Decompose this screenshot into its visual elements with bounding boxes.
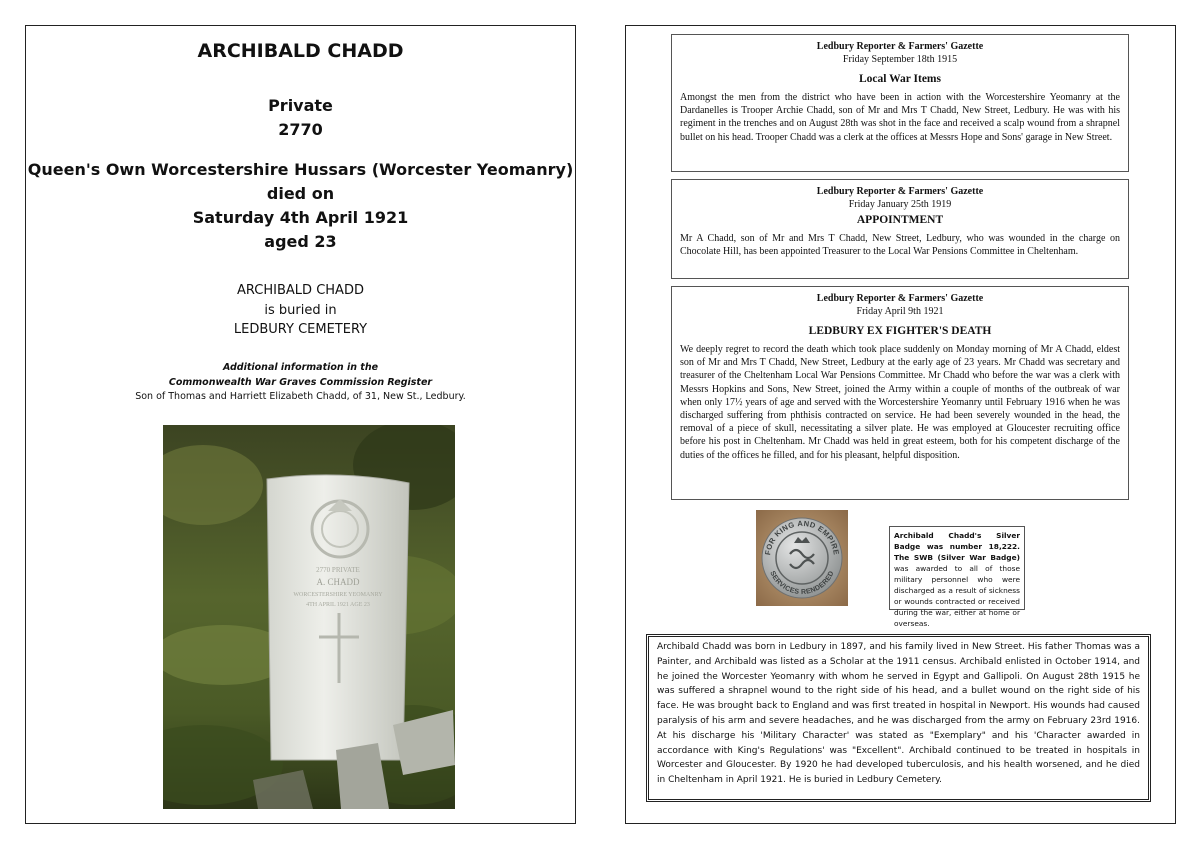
article-body: Mr A Chadd, son of Mr and Mrs T Chadd, New Street, Ledbury, who was wounded in the charge on Chocolate Hill, has been appointed Treasurer to the Local War Pensions Committee in Cheltenham. xyxy=(680,233,1120,258)
headstone-line-3: WORCESTERSHIRE YEOMANRY xyxy=(293,592,383,598)
badge-caption-rest: was awarded to all of those military personnel who were discharged as a result of sickness or wounds contracted or received during the war, either at home or overseas. xyxy=(894,564,1020,628)
article-publication: Ledbury Reporter & Farmers' Gazette xyxy=(816,186,984,197)
headstone-line-2: A. CHADD xyxy=(316,577,360,587)
cwgc-info xyxy=(26,361,575,405)
died-label: died on xyxy=(266,184,335,203)
news-article xyxy=(671,286,1129,500)
article-date: Friday September 18th 1915 xyxy=(842,54,958,65)
buried-name: ARCHIBALD CHADD xyxy=(237,283,364,298)
article-date: Friday January 25th 1919 xyxy=(848,199,952,210)
article-headline: APPOINTMENT xyxy=(856,214,944,226)
article-date: Friday April 9th 1921 xyxy=(856,306,944,317)
cwgc-detail: Son of Thomas and Harriett Elizabeth Chadd, of 31, New St., Ledbury. xyxy=(135,391,466,402)
headstone-line-1: 2770 PRIVATE xyxy=(316,566,360,574)
buried-label: is buried in xyxy=(264,302,337,318)
headstone-line-4: 4TH APRIL 1921 AGE 23 xyxy=(306,602,370,608)
badge-text-top: FOR KING AND EMPIRE xyxy=(763,518,841,556)
article-body: Amongst the men from the district who have been in action with the Worcestershire Yeomanry at the Dardanelles is Trooper Archie Chadd, son of Mr and Mrs T Chadd, New Street, Ledbury. He was with his regiment in the trenches and on August 28th was shot in the face and received a scalp wound from a shrapnel bullet on his head. Trooper Chadd was a clerk at the offices at Messrs Hope and Sons' garage in New Street. xyxy=(680,92,1120,143)
article-headline: LEDBURY EX FIGHTER'S DEATH xyxy=(808,325,992,337)
article-publication: Ledbury Reporter & Farmers' Gazette xyxy=(816,293,984,304)
article-publication: Ledbury Reporter & Farmers' Gazette xyxy=(816,41,984,52)
news-article xyxy=(671,179,1129,279)
cemetery-name: LEDBURY CEMETERY xyxy=(233,322,368,337)
soldier-name: ARCHIBALD CHADD xyxy=(197,40,404,62)
rank: Private xyxy=(268,96,333,115)
article-headline: Local War Items xyxy=(859,73,941,85)
right-page xyxy=(625,25,1176,824)
regiment: Queen's Own Worcestershire Hussars (Worcester Yeomanry) xyxy=(27,160,574,179)
death-block xyxy=(26,158,575,254)
biography-box xyxy=(646,634,1151,802)
biography-text: Archibald Chadd was born in Ledbury in 1897, and his family lived in New Street. His father Thomas was a Painter, and Archibald was listed as a Scholar at the 1911 census. Archibald enlisted in October 1914, and he joined the Worcester Yeomanry with whom he served in Egypt and Gallipoli. On August 28th 1915 he was suffered a shrapnel wound to the right side of his head, and a bullet wound on the right side of his face. He was brought back to England and was first treated in hospital in Newport. His wounds had caused paralysis of his arm and severe headaches, and he was discharged from the army on February 23rd 1916. At his discharge his 'Military Character' was stated as "Exemplary" and his 'Character awarded in accordance with King's Regulations' was "Excellent". Archibald continued to be treated in hospitals in Worcester and Gloucester. By 1920 he had developed tuberculosis, and his health worsened, and he died in Cheltenham in April 1921. He is buried in Ledbury Cemetery. xyxy=(657,642,1140,786)
age: aged 23 xyxy=(264,232,337,251)
silver-war-badge-photo xyxy=(756,510,848,606)
badge-caption xyxy=(889,526,1025,628)
death-date: Saturday 4th April 1921 xyxy=(192,208,409,227)
news-article xyxy=(671,34,1129,172)
cwgc-heading-2: Commonwealth War Graves Commission Register xyxy=(168,376,433,388)
service-number: 2770 xyxy=(278,120,323,139)
rank-block xyxy=(26,94,575,142)
burial-block xyxy=(26,281,575,340)
cwgc-heading-1: Additional information in the xyxy=(222,362,379,373)
left-page xyxy=(25,25,576,824)
headstone-photo xyxy=(163,425,455,809)
article-body: We deeply regret to record the death which took place suddenly on Monday morning of Mr A Chadd, eldest son of Mr and Mrs T Chadd, New Street, Ledbury at the early age of 23 years. Mr Chadd was secretary and treasurer of the Cheltenham Local War Pensions Committee. Mr Chadd who before the war was a clerk with Messrs Hopkins and Sons, New Street, joined the Army within a couple of months of the outbreak of war when only 17½ years of age and served with the Worcestershire Yeomanry until February 1916 when he was discharged suffering from phthisis contracted on service. He had been severely wounded in the head, the removal of a piece of skull, necessitating a silver plate. He was employed at Gloucester recruiting office before his post in Cheltenham. Mr Chadd was held in great esteem, both for his competent discharge of the duties of the offices he filled, and for his pleasant, helpful disposition. xyxy=(680,344,1120,461)
badge-caption-bold: Archibald Chadd's Silver Badge was number 18,222. The SWB (Silver War Badge) xyxy=(894,531,1020,562)
badge-text-bottom: SERVICES RENDERED xyxy=(768,570,836,597)
